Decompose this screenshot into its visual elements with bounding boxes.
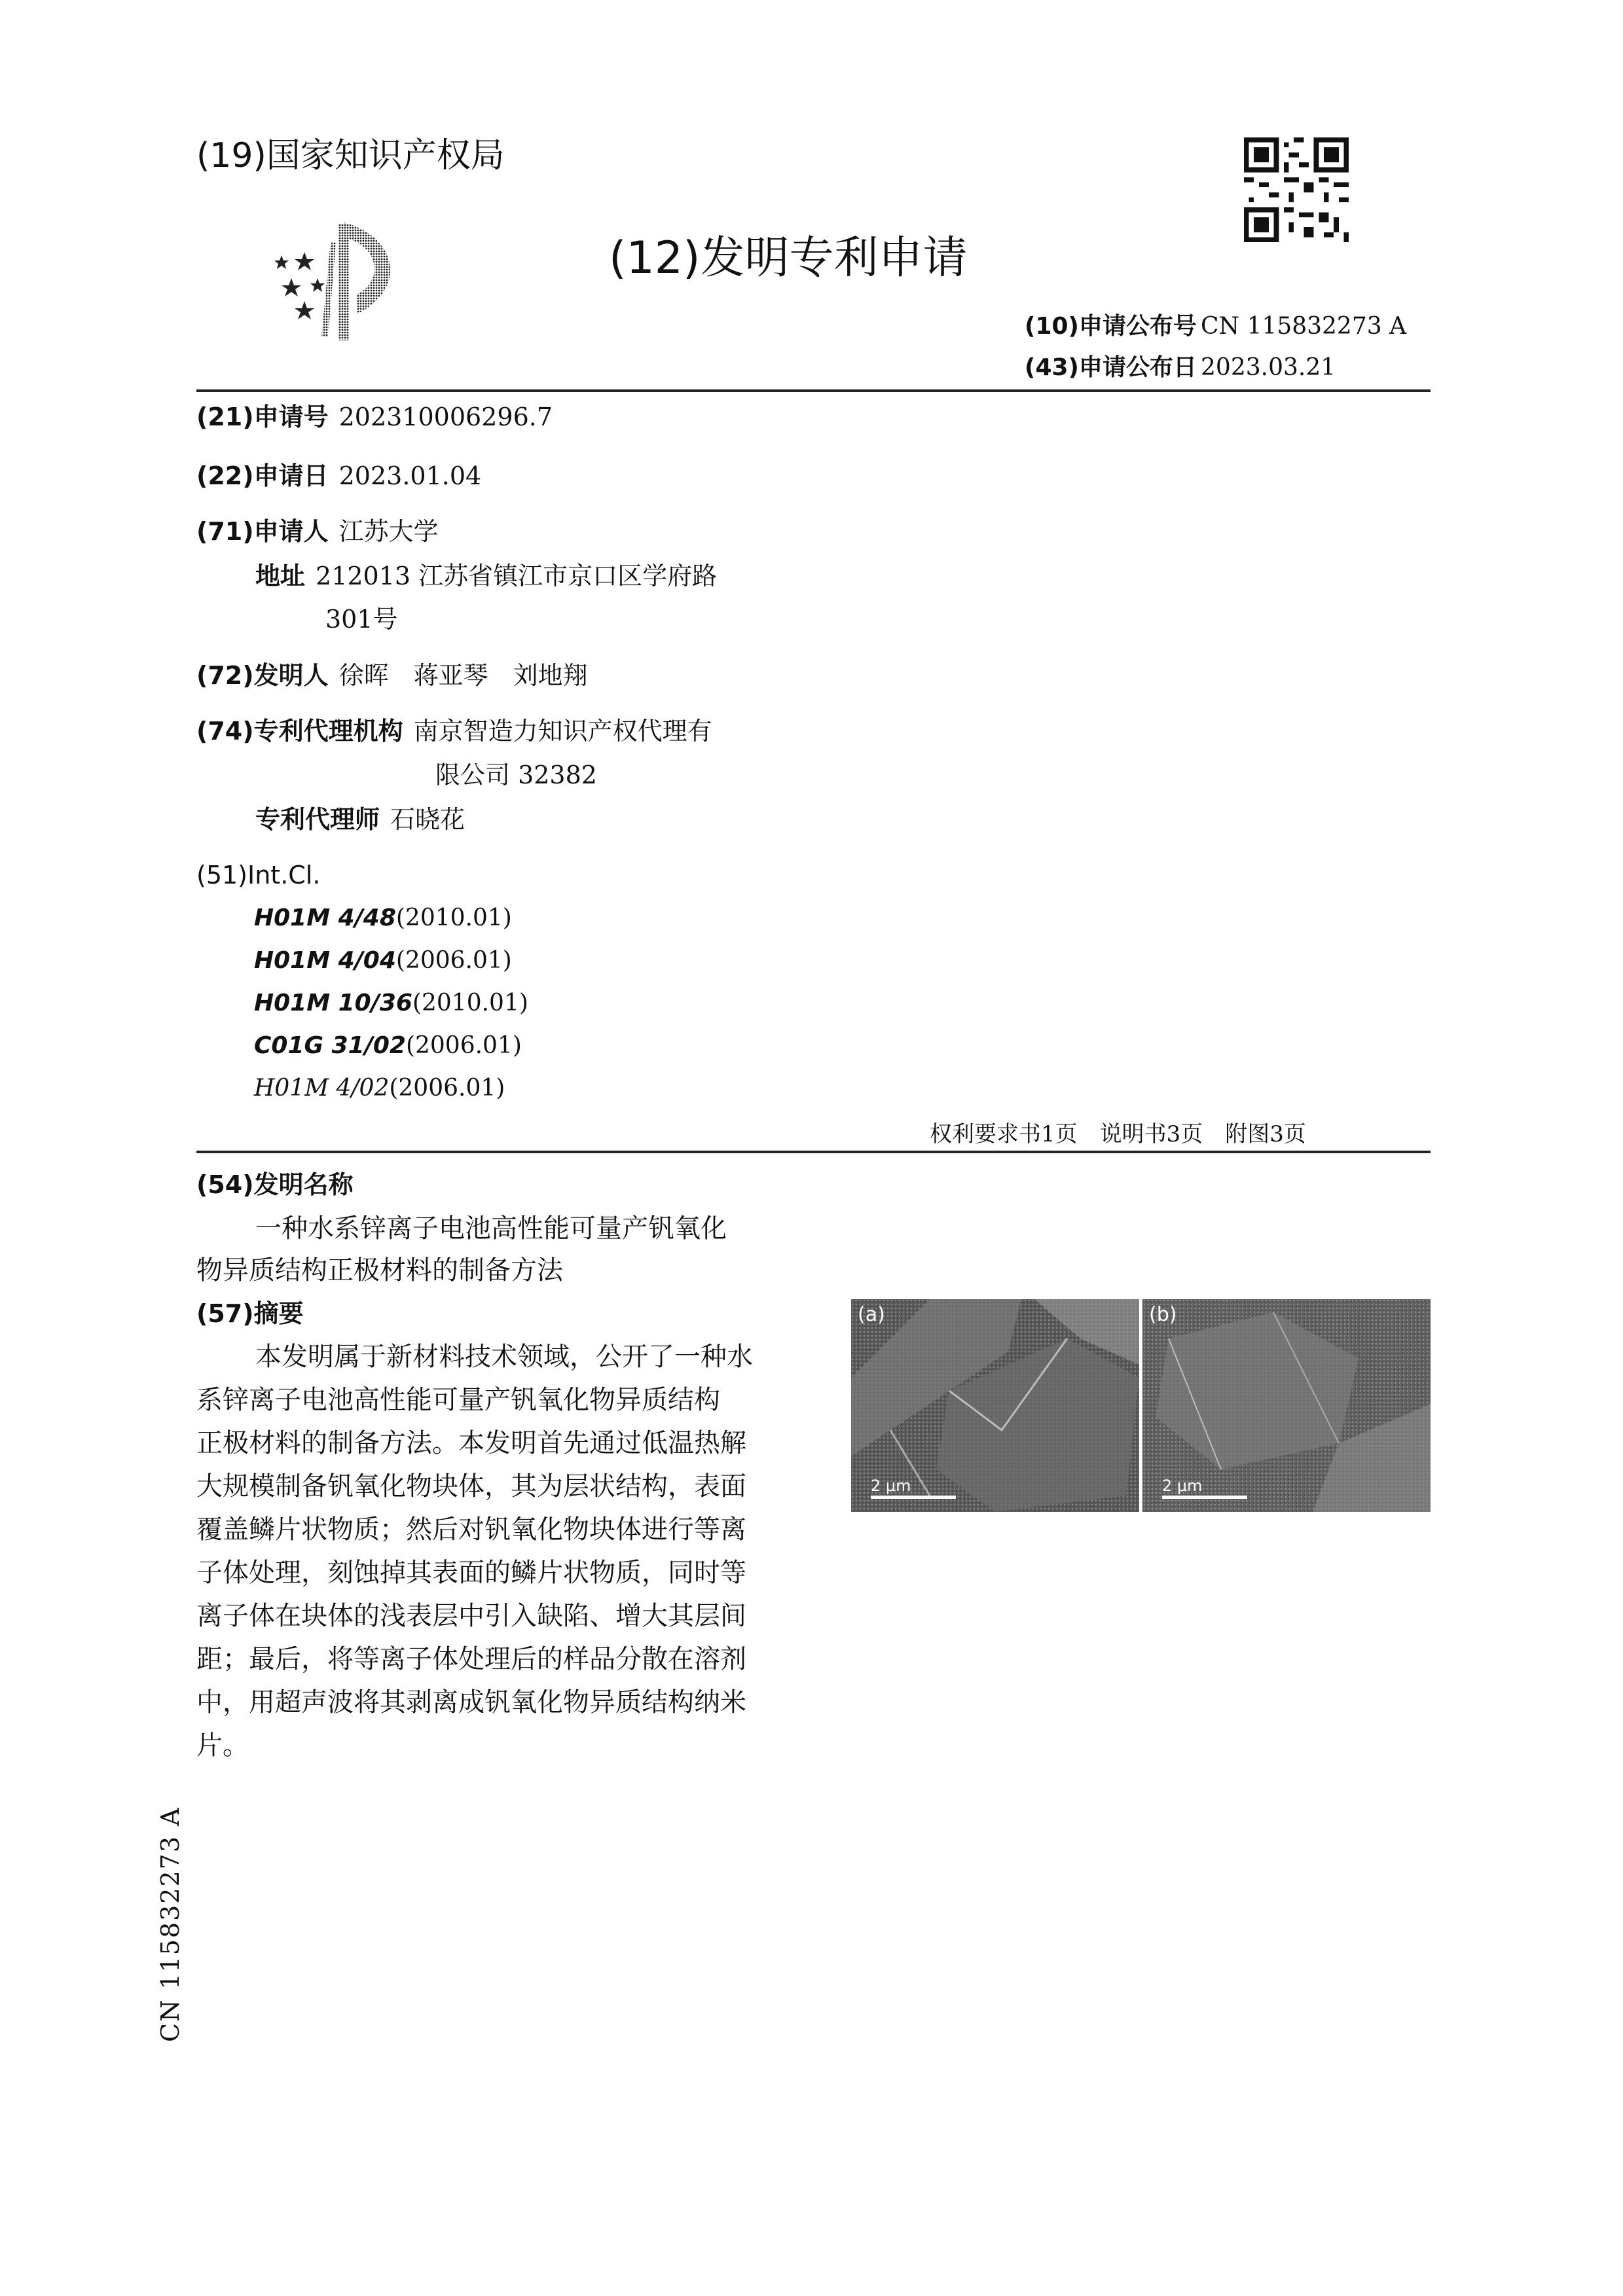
abstract-line: 大规模制备钒氧化物块体，其为层状结构，表面 (196, 1471, 746, 1501)
qr-code-icon (1244, 137, 1349, 242)
patent-agent: 专利代理师 石晓花 (255, 805, 465, 834)
abstract-line: 距；最后，将等离子体处理后的样品分散在溶剂 (196, 1644, 746, 1674)
panel-a-label: (a) (858, 1303, 885, 1326)
applicant-address: 地址 212013 江苏省镇江市京口区学府路 (255, 562, 718, 590)
publication-number: (10)申请公布号 CN 115832273 A (1025, 313, 1407, 340)
panel-a-scale-bar (871, 1496, 956, 1499)
invention-title-label: (54)发明名称 (196, 1170, 354, 1199)
panel-b-scale-bar (1162, 1496, 1247, 1499)
ipc-label: (51)Int.Cl. (196, 861, 321, 889)
patent-agency-line2: 限公司 32382 (435, 761, 597, 789)
header-rule (196, 389, 1431, 392)
abstract-line: 片。 (196, 1731, 249, 1761)
applicant: (71)申请人 江苏大学 (196, 517, 439, 546)
abstract-text (196, 1335, 799, 1767)
abstract-line: 本发明属于新材料技术领域，公开了一种水 (255, 1342, 753, 1372)
abstract-line: 系锌离子电池高性能可量产钒氧化物异质结构 (196, 1385, 720, 1415)
inventors: (72)发明人 徐晖 蒋亚琴 刘地翔 (196, 661, 588, 690)
ipc-entry: C01G 31/02(2006.01) (254, 1032, 522, 1059)
sem-image-panel-b (1142, 1299, 1431, 1512)
application-number: (21)申请号 202310006296.7 (196, 403, 553, 431)
panel-a-scale: 2 μm (871, 1477, 911, 1495)
abstract-line: 子体处理，刻蚀掉其表面的鳞片状物质，同时等 (196, 1558, 746, 1588)
ipc-entry: H01M 4/48(2010.01) (254, 905, 512, 931)
applicant-address-line2: 301号 (325, 605, 398, 634)
sem-image-panel-a (851, 1299, 1139, 1512)
document-type-title: (12)发明专利申请 (609, 232, 968, 284)
ipc-entry: H01M 4/04(2006.01) (254, 947, 512, 974)
spine-publication-number: CN 115832273 A (156, 1806, 185, 2042)
publication-date: (43)申请公布日 2023.03.21 (1025, 354, 1336, 381)
patent-agency: (74)专利代理机构 南京智造力知识产权代理有 (196, 717, 712, 745)
section-rule (196, 1151, 1431, 1153)
application-date: (22)申请日 2023.01.04 (196, 461, 482, 490)
ipc-entry: H01M 10/36(2010.01) (254, 990, 528, 1016)
abstract-line: 覆盖鳞片状物质；然后对钒氧化物块体进行等离 (196, 1515, 746, 1545)
abstract-label: (57)摘要 (196, 1299, 304, 1328)
page-counts: 权利要求书1页 说明书3页 附图3页 (930, 1121, 1306, 1147)
office-name: (19)国家知识产权局 (196, 136, 505, 175)
abstract-line: 中，用超声波将其剥离成钒氧化物异质结构纳米 (196, 1687, 746, 1717)
invention-title: 一种水系锌离子电池高性能可量产钒氧化 物异质结构正极材料的制备方法 (196, 1213, 727, 1285)
panel-b-scale: 2 μm (1162, 1477, 1203, 1495)
abstract-line: 离子体在块体的浅表层中引入缺陷、增大其层间 (196, 1601, 746, 1631)
cnipa-emblem-icon (265, 216, 422, 347)
panel-b-label: (b) (1149, 1303, 1177, 1326)
ipc-entry: H01M 4/02(2006.01) (254, 1075, 505, 1102)
abstract-line: 正极材料的制备方法。本发明首先通过低温热解 (196, 1428, 746, 1458)
